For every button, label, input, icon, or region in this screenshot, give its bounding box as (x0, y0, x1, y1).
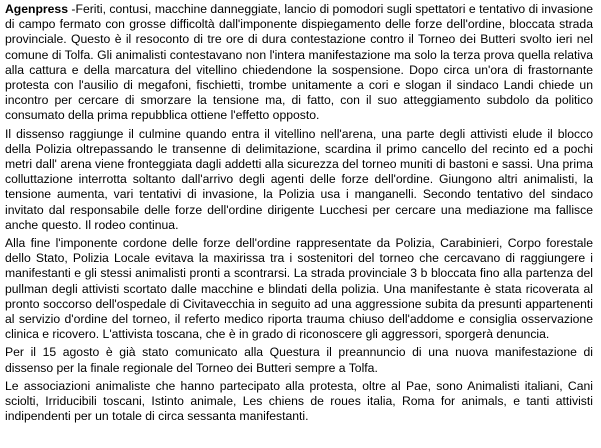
paragraph-4: Per il 15 agosto è già stato comunicato alla Questura il preannuncio di una nuova manifestazione di dissenso per la finale regionale del Torneo dei Butteri sempre a Tolfa. (5, 345, 593, 375)
paragraph-1 (5, 2, 593, 124)
paragraph-2: Il dissenso raggiunge il culmine quando entra il vitellino nell'arena, una parte degli attivisti elude il blocco della Polizia oltrepassando le transenne di delimitazione, scardina il primo cancello del recinto ed a pochi metri dall' arena viene fronteggiata dagli addetti alla sicurezza del torneo muniti di bastoni e sassi. Una prima colluttazione interrotta soltanto dall'arrivo degli agenti delle forze dell'ordine. Giungono altri animalisti, la tensione aumenta, vari tentativi di invasione, la Polizia usa i manganelli. Secondo tentativo del sindaco invitato dal responsabile delle forze dell'ordine dirigente Lucchesi per cercare una mediazione ma fallisce anche questo. Il rodeo continua. (5, 126, 593, 232)
paragraph-1-text: -Feriti, contusi, macchine danneggiate, lancio di pomodori sugli spettatori e tentativo di invasione di campo fermato con grosse difficoltà dall'imponente dispiegamento delle forze dell'ordine, bloccata strada provinciale. Questo è il resoconto di tre ore di dura contestazione contro il Torneo dei Butteri svolto ieri nel comune di Tolfa. Gli animalisti contestavano non l'intera manifestazione ma solo la terza prova quella relativa alla cattura e della marcatura del vitellino chiedendone la sospensione. Dopo circa un'ora di frastornante protesta con l'ausilio di megafoni, fischietti, trombe unitamente a cori e slogan il sindaco Landi chiede un incontro per cercare di smorzare la tensione ma, di fatto, con il suo atteggiamento subdolo da politico consumato della prima repubblica ottiene l'effetto opposto. (5, 2, 593, 123)
paragraph-3: Alla fine l'imponente cordone delle forze dell'ordine rappresentate da Polizia, Carabinieri, Corpo forestale dello Stato, Polizia Locale evitava la maxirissa tra i sostenitori del torneo che cercavano di raggiungere i manifestanti e gli stessi animalisti pronti a scontrarsi. La strada provinciale 3 b bloccata fino alla partenza del pullman degli attivisti scortato dalle macchine e blindati della polizia. Una manifestante è stata ricoverata al pronto soccorso dell'ospedale di Civitavecchia in seguito ad una aggressione subita da presunti appartenenti al servizio d'ordine del torneo, il referto medico riporta trauma chiuso dell'addome e consiglia osservazione clinica e ricovero. L'attivista toscana, che è in grado di riconoscere gli aggressori, sporgerà denuncia. (5, 236, 593, 342)
paragraph-5: Le associazioni animaliste che hanno partecipato alla protesta, oltre al Pae, sono Animalisti italiani, Cani sciolti, Irriducibili toscani, Istinto animale, Les chiens de roues italia, Roma for animals, e tanti attivisti indipendenti per un totale di circa sessanta manifestanti. (5, 378, 593, 424)
lead-word: Agenpress (5, 2, 68, 16)
